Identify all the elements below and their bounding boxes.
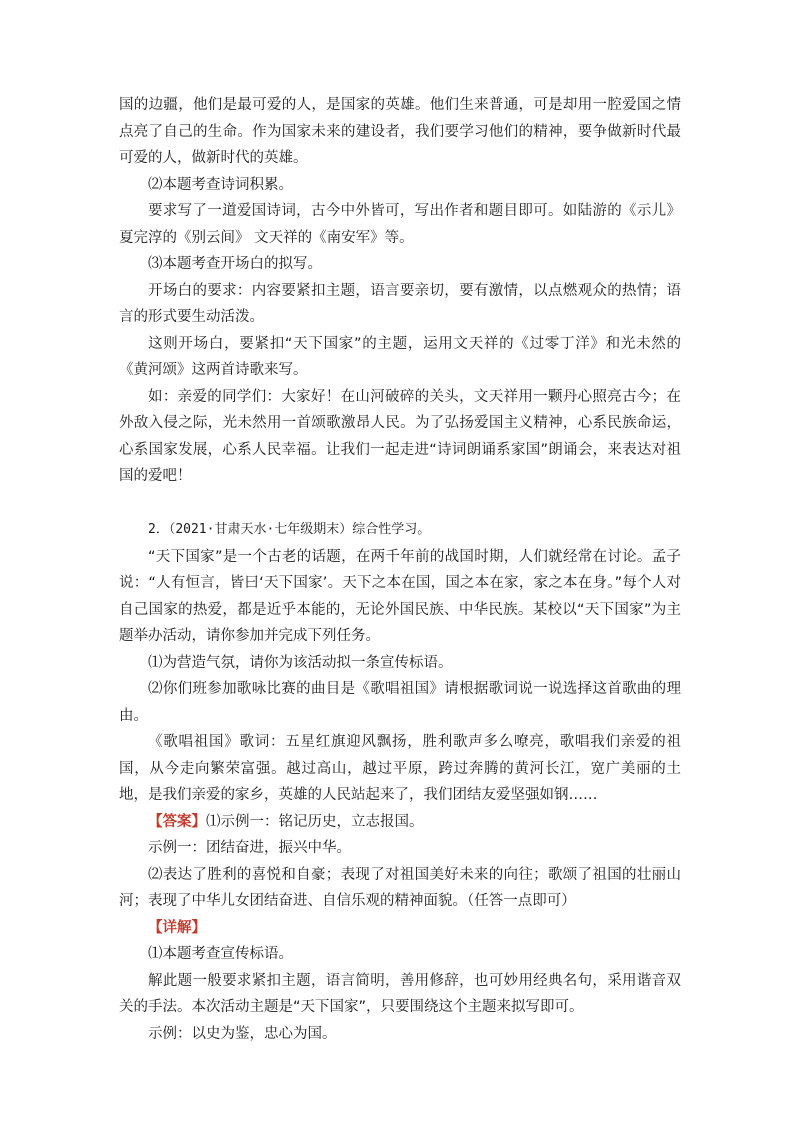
paragraph-q3-approach: 这则开场白，要紧扣“天下国家”的主题，运用文天祥的《过零丁洋》和光未然的《黄河颂》这两首诗歌来写。 — [119, 335, 681, 378]
paragraph-q2-title: ⑵本题考查诗词积累。 — [148, 176, 293, 193]
spacer — [119, 490, 681, 517]
question-2-header — [119, 516, 681, 544]
answer-line-1 — [119, 809, 681, 836]
detail-line-1: ⑴本题考查宣传标语。 — [148, 946, 293, 962]
question-2-task-2: ⑵你们班参加歌咏比赛的曲目是《歌唱祖国》请根据歌词说一说选择这首歌曲的理由。 — [119, 681, 681, 724]
question-2-intro: “天下国家”是一个古老的话题，在两千年前的战国时期，人们就经常在讨论。孟子说：“人有恒言，皆曰‘天下国家’。天下之本在国，国之本在家，家之本在身。”每个人对自己国家的热爱，都是近乎本能的，无论外国民族、中华民族。某校以“天下国家”为主题举办活动，请你参加并完成下列任务。 — [119, 548, 681, 644]
detail-header — [119, 915, 681, 942]
paragraph-q2-answer: 要求写了一道爱国诗词，古今中外皆可，写出作者和题目即可。如陆游的《示儿》 夏完淳的《别云间》 文天祥的《南安军》等。 — [119, 203, 681, 246]
paragraph-q3-example: 如：亲爱的同学们：大家好！在山河破碎的关头，文天祥用一颗丹心照亮古今；在外敌入侵之际，光未然用一首颂歌激昂人民。为了弘扬爱国主义精神，心系民族命运，心系国家发展，心系人民幸福。让我们一起走进“诗词朗诵系家国”朗诵会，来表达对祖国的爱吧！ — [119, 388, 681, 484]
answer-line-2: 示例一：团结奋进，振兴中华。 — [148, 840, 351, 856]
paragraph-hero-conclusion: 国的边疆，他们是最可爱的人，是国家的英雄。他们生来普通，可是却用一腔爱国之情点亮了自己的生命。作为国家未来的建设者，我们要学习他们的精神，要争做新时代最可爱的人，做新时代的英雄。 — [119, 97, 681, 166]
document-body — [119, 92, 681, 1047]
question-2-task-1: ⑴为营造气氛，请你为该活动拟一条宣传标语。 — [148, 654, 453, 671]
answer-first-text: ⑴示例一：铭记历史，立志报国。 — [206, 813, 424, 830]
detail-line-2: 解此题一般要求紧扣主题，语言简明，善用修辞，也可妙用经典名句，采用谐音双关的手法。本次活动主题是“天下国家”，只要围绕这个主题来拟写即可。 — [119, 972, 681, 1015]
paragraph-q3-title: ⑶本题考查开场白的拟写。 — [148, 256, 322, 272]
detail-line-3: 示例：以史为鉴，忠心为国。 — [148, 1025, 337, 1042]
question-2-lyrics: 《歌唱祖国》歌词：五星红旗迎风飘扬，胜利歌声多么嘹亮，歌唱我们亲爱的祖国，从今走向繁荣富强。越过高山，越过平原，跨过奔腾的黄河长江，宽广美丽的土地，是我们亲爱的家乡，英雄的人民站起来了，我们团结友爱坚强如钢…… — [119, 734, 681, 803]
detail-tag: 【详解】 — [148, 919, 206, 936]
question-2-header-text: 2．（2021·甘肃天水·七年级期末）综合性学习。 — [148, 522, 431, 537]
answer-tag: 【答案】 — [148, 813, 206, 830]
paragraph-q3-requirements: 开场白的要求：内容要紧扣主题，语言要亲切，要有激情，以点燃观众的热情；语言的形式要生动活泼。 — [119, 282, 681, 325]
answer-line-3: ⑵表达了胜利的喜悦和自豪；表现了对祖国美好未来的向往；歌颂了祖国的壮丽山河；表现了中华儿女团结奋进、自信乐观的精神面貌。（任答一点即可） — [119, 866, 681, 909]
